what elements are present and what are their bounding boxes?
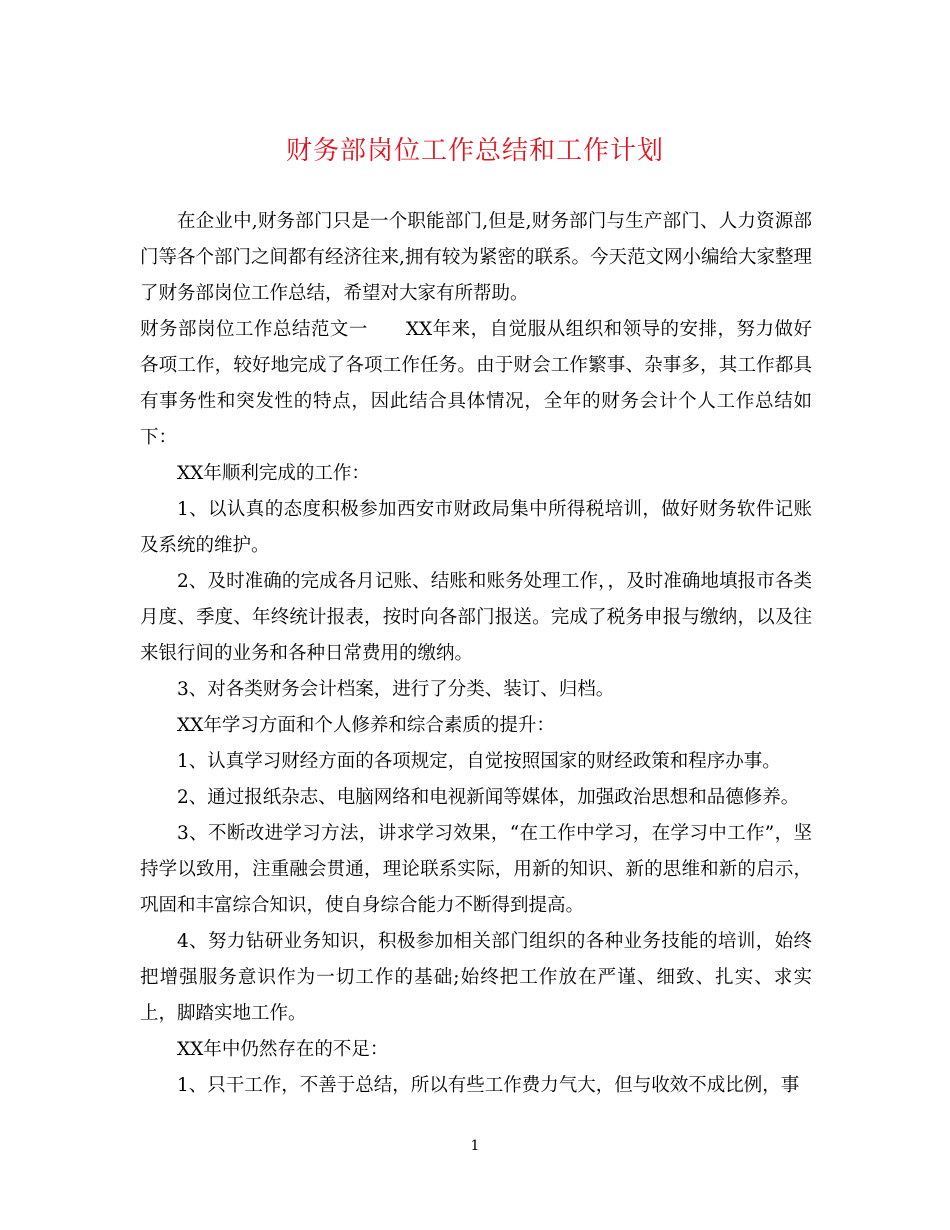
paragraph-completed-item-1: 1、以认真的态度积极参加西安市财政局集中所得税培训，做好财务软件记账及系统的维护。 [140, 499, 812, 556]
page-number: 1 [470, 1138, 480, 1154]
paragraph-completed-heading: XX年顺利完成的工作： [177, 463, 370, 484]
paragraph-shortcomings-heading: XX年中仍然存在的不足： [177, 1039, 389, 1060]
document-title: 财务部岗位工作总结和工作计划 [285, 136, 664, 166]
paragraph-learning-heading: XX年学习方面和个人修养和综合素质的提升： [177, 715, 555, 736]
paragraph-completed-item-2: 2、及时准确的完成各月记账、结账和账务处理工作，，及时准确地填报市各类月度、季度、年终统计报表，按时向各部门报送。完成了税务申报与缴纳，以及往来银行间的业务和各种日常费用的缴纳。 [140, 571, 812, 664]
paragraph-sample-one: 财务部岗位工作总结范文一 XX年来，自觉服从组织和领导的安排，努力做好各项工作，较好地完成了各项工作任务。由于财会工作繁事、杂事多，其工作都具有事务性和突发性的特点，因此结合具体情况，全年的财务会计个人工作总结如下： [140, 319, 812, 448]
paragraph-learning-item-3: 3、不断改进学习方法，讲求学习效果，“在工作中学习，在学习中工作”，坚持学以致用，注重融会贯通，理论联系实际，用新的知识、新的思维和新的启示，巩固和丰富综合知识，使自身综合能力不断得到提高。 [140, 823, 812, 916]
paragraph-learning-item-4: 4、努力钻研业务知识，积极参加相关部门组织的各种业务技能的培训，始终把增强服务意识作为一切工作的基础;始终把工作放在严谨、细致、扎实、求实上，脚踏实地工作。 [140, 931, 812, 1024]
paragraph-intro: 在企业中,财务部门只是一个职能部门,但是,财务部门与生产部门、人力资源部门等各个部门之间都有经济往来,拥有较为紧密的联系。今天范文网小编给大家整理了财务部岗位工作总结，希望对大家有所帮助。 [140, 211, 812, 304]
document-body [140, 204, 812, 1104]
paragraph-learning-item-2: 2、通过报纸杂志、电脑网络和电视新闻等媒体，加强政治思想和品德修养。 [177, 787, 800, 808]
paragraph-completed-item-3: 3、对各类财务会计档案，进行了分类、装订、归档。 [177, 679, 615, 700]
paragraph-shortcomings-item-1: 1、只干工作，不善于总结，所以有些工作费力气大，但与收效不成比例，事 [177, 1075, 800, 1096]
paragraph-learning-item-1: 1、认真学习财经方面的各项规定，自觉按照国家的财经政策和程序办事。 [177, 751, 781, 772]
